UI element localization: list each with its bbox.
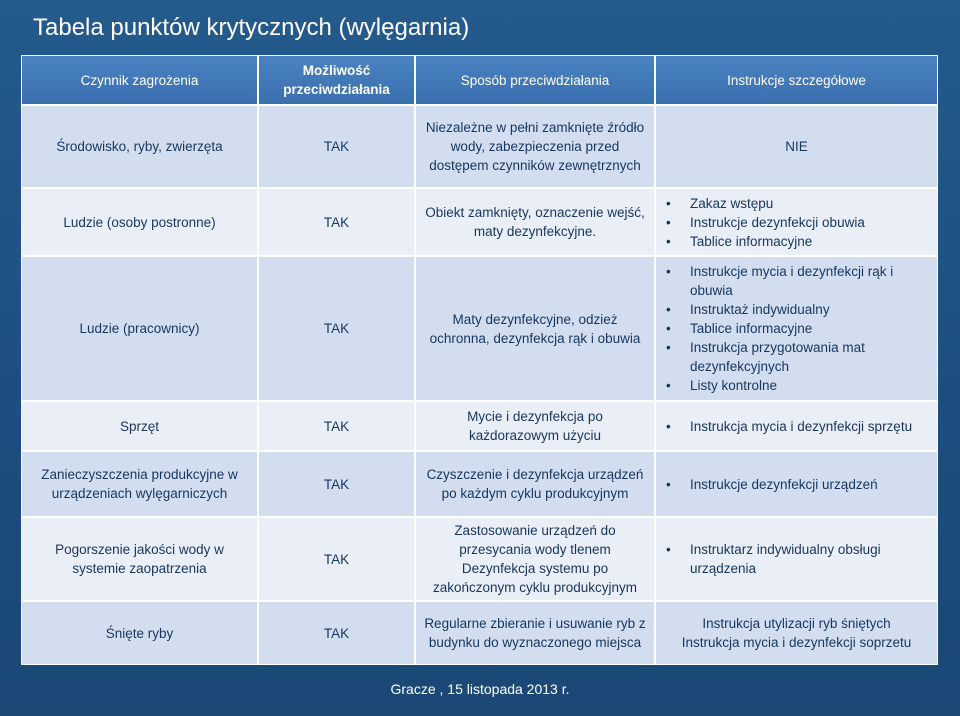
table-row (21, 601, 938, 665)
instruction-item: • Instrukcje dezynfekcji urządzeń (662, 475, 931, 494)
instructions-cell (655, 517, 938, 601)
method-cell: Niezależne w pełni zamknięte źródło wody, zabezpieczenia przed dostępem czynników zewnętrznych (415, 105, 655, 188)
table-row (21, 188, 938, 256)
page-title: Tabela punktów krytycznych (wylęgarnia) (33, 14, 470, 41)
instruction-item: • Instrukcja mycia i dezynfekcji sprzętu (662, 417, 931, 436)
instruction-line: Instrukcja utylizacji ryb śniętych (702, 616, 891, 631)
header-instructions: Instrukcje szczegółowe (655, 55, 938, 105)
method-cell: Czyszczenie i dezynfekcja urządzeń po każdym cyklu produkcyjnym (415, 451, 655, 517)
threat-cell: Środowisko, ryby, zwierzęta (21, 105, 258, 188)
instructions-cell (655, 601, 938, 665)
method-cell: Zastosowanie urządzeń do przesycania wody tlenem Dezynfekcja systemu po zakończonym cyklu produkcyjnym (415, 517, 655, 601)
threat-cell: Pogorszenie jakości wody w systemie zaopatrzenia (21, 517, 258, 601)
header-possibility: Możliwość przeciwdziałania (258, 55, 415, 105)
table-row (21, 401, 938, 451)
possibility-cell: TAK (258, 188, 415, 256)
instruction-item: • Tablice informacyjne (662, 232, 931, 251)
instruction-item: • Instruktaż indywidualny (662, 300, 931, 319)
table-row (21, 105, 938, 188)
critical-points-table (21, 55, 938, 665)
instruction-item: • Instruktarz indywidualny obsługi urządzenia (662, 540, 931, 578)
header-threat: Czynnik zagrożenia (21, 55, 258, 105)
table-row (21, 451, 938, 517)
possibility-cell: TAK (258, 105, 415, 188)
threat-cell: Ludzie (pracownicy) (21, 256, 258, 401)
table-row (21, 256, 938, 401)
possibility-cell: TAK (258, 451, 415, 517)
instructions-cell (655, 401, 938, 451)
header-method: Sposób przeciwdziałania (415, 55, 655, 105)
possibility-cell: TAK (258, 256, 415, 401)
instructions-cell: NIE (655, 105, 938, 188)
threat-cell: Ludzie (osoby postronne) (21, 188, 258, 256)
method-cell: Mycie i dezynfekcja po każdorazowym użyciu (415, 401, 655, 451)
instruction-item: • Tablice informacyjne (662, 319, 931, 338)
possibility-cell: TAK (258, 517, 415, 601)
instructions-cell (655, 256, 938, 401)
possibility-cell: TAK (258, 401, 415, 451)
instruction-line: Instrukcja mycia i dezynfekcji soprzetu (681, 635, 912, 650)
instruction-item: • Instrukcja przygotowania mat dezynfekcyjnych (662, 338, 931, 376)
instructions-cell (655, 188, 938, 256)
method-cell: Obiekt zamknięty, oznaczenie wejść, maty dezynfekcyjne. (415, 188, 655, 256)
method-cell: Regularne zbieranie i usuwanie ryb z budynku do wyznaczonego miejsca (415, 601, 655, 665)
threat-cell: Zanieczyszczenia produkcyjne w urządzeniach wylęgarniczych (21, 451, 258, 517)
method-cell: Maty dezynfekcyjne, odzież ochronna, dezynfekcja rąk i obuwia (415, 256, 655, 401)
instruction-item: • Listy kontrolne (662, 376, 931, 395)
threat-cell: Śnięte ryby (21, 601, 258, 665)
instruction-item: • Instrukcje mycia i dezynfekcji rąk i obuwia (662, 262, 931, 300)
table-row (21, 517, 938, 601)
instruction-item: • Instrukcje dezynfekcji obuwia (662, 213, 931, 232)
possibility-cell: TAK (258, 601, 415, 665)
instruction-item: • Zakaz wstępu (662, 194, 931, 213)
instructions-cell (655, 451, 938, 517)
threat-cell: Sprzęt (21, 401, 258, 451)
footer-date: Gracze , 15 listopada 2013 r. (390, 681, 570, 697)
